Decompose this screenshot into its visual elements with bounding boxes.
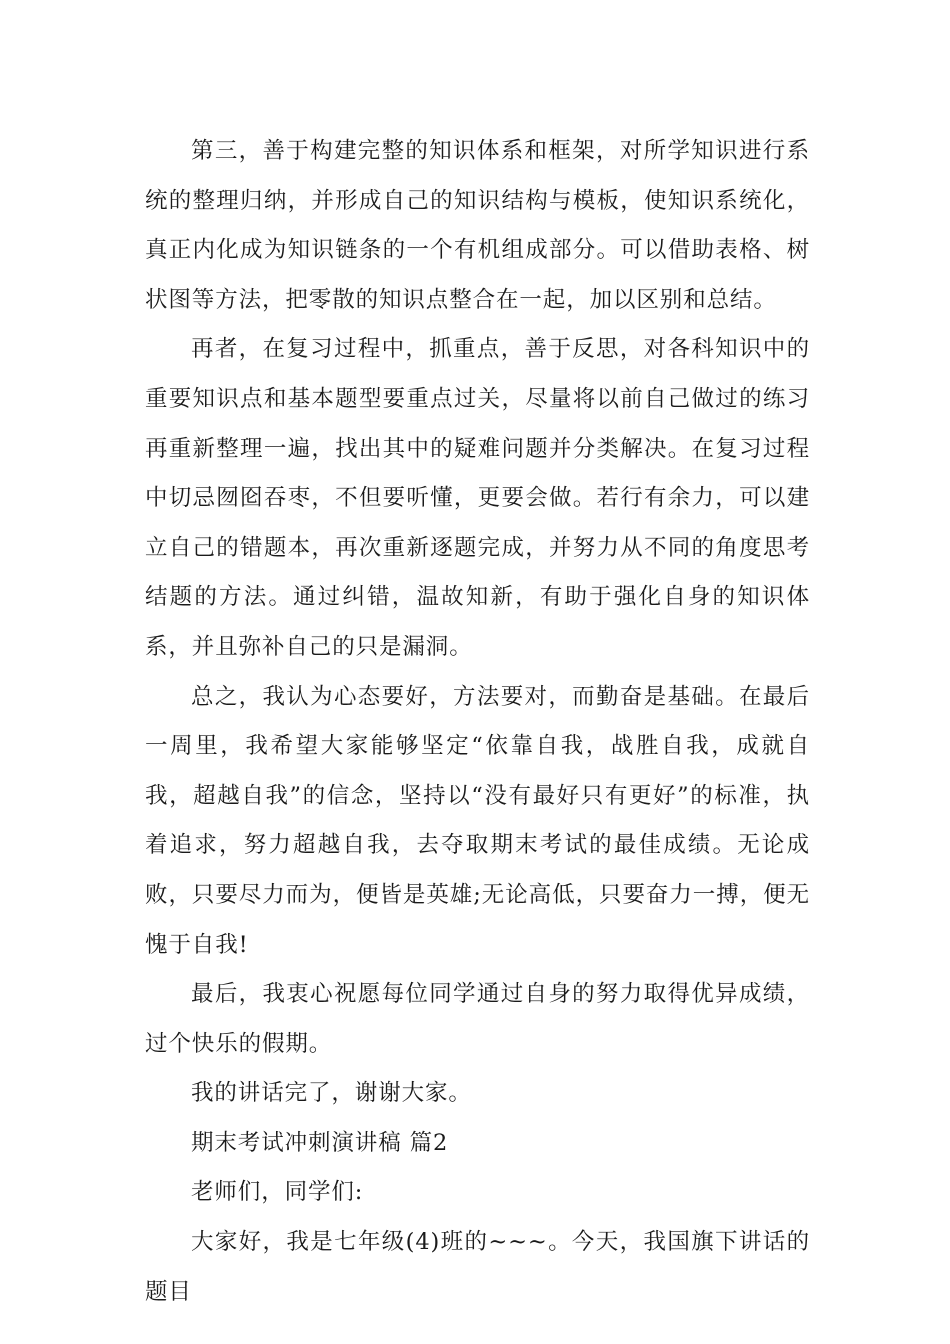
paragraph-greeting: 老师们，同学们: [191, 1179, 364, 1206]
paragraph-conclusion: 总之，我认为心态要好，方法要对，而勤奋是基础。在最后一周里，我希望大家能够坚定“依靠自我，战胜自我，成就自我，超越自我”的信念，坚持以“没有最好只有更好”的标准，执着追求，努力超越自我，去夺取期末考试的最佳成绩。无论成败，只要尽力而为，便皆是英雄;无论高低，只要奋力一搏，便无愧于自我! [145, 683, 810, 958]
document-body [145, 127, 810, 1317]
paragraph-review-focus: 再者，在复习过程中，抓重点，善于反思，对各科知识中的重要知识点和基本题型要重点过关，尽量将以前自己做过的练习再重新整理一遍，找出其中的疑难问题并分类解决。在复习过程中切忌囫囵吞枣，不但要听懂，更要会做。若行有余力，可以建立自己的错题本，再次重新逐题完成，并努力从不同的角度思考结题的方法。通过纠错，温故知新，有助于强化自身的知识体系，并且弥补自己的只是漏洞。 [145, 336, 810, 660]
paragraph-introduction: 大家好，我是七年级(4)班的~~~。今天，我国旗下讲话的题目 [145, 1229, 810, 1305]
section-title: 期末考试冲刺演讲稿 篇2 [191, 1129, 449, 1156]
paragraph-closing: 我的讲话完了，谢谢大家。 [191, 1080, 472, 1107]
paragraph-knowledge-system: 第三，善于构建完整的知识体系和框架，对所学知识进行系统的整理归纳，并形成自己的知识结构与模板，使知识系统化，真正内化成为知识链条的一个有机组成部分。可以借助表格、树状图等方法，把零散的知识点整合在一起，加以区别和总结。 [145, 138, 810, 313]
paragraph-wishes: 最后，我衷心祝愿每位同学通过自身的努力取得优异成绩，过个快乐的假期。 [145, 981, 810, 1057]
